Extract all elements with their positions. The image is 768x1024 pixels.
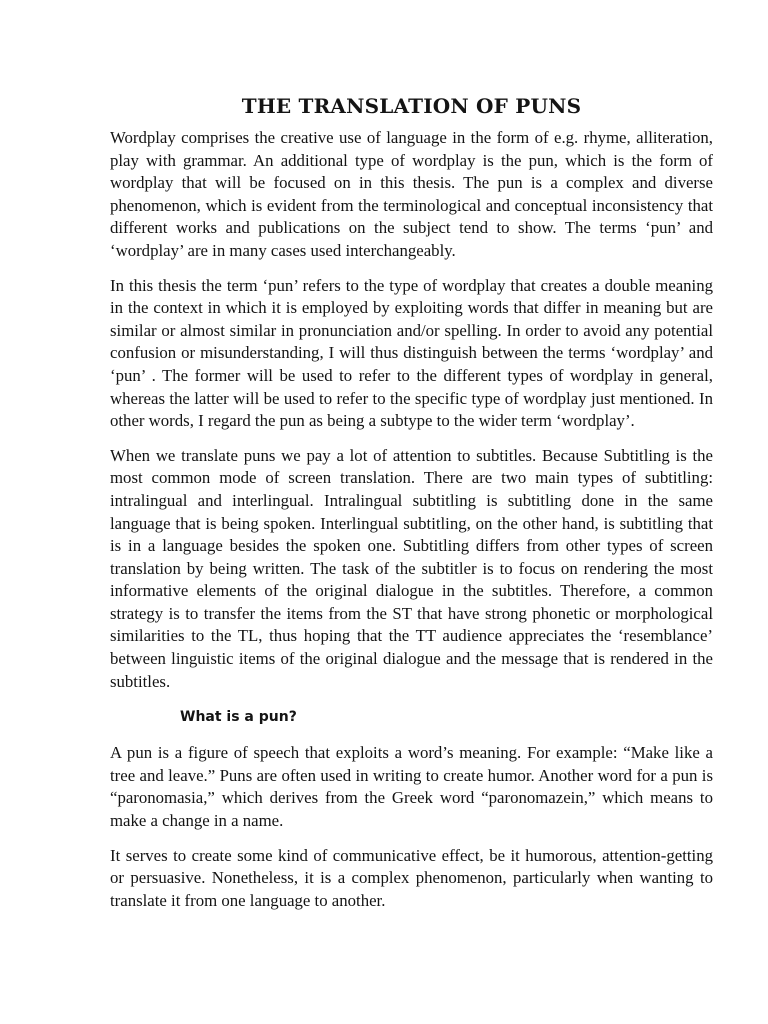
- paragraph-pun-effect: It serves to create some kind of communicative effect, be it humorous, attention-getting or persuasive. Nonetheless, it is a complex phenomenon, particularly when wanting to translate it from one language to another.: [110, 845, 713, 910]
- document-title: THE TRANSLATION OF PUNS: [241, 94, 582, 118]
- paragraph-pun-definition: A pun is a figure of speech that exploits a word’s meaning. For example: “Make like a tree and leave.” Puns are often used in writing to create humor. Another word for a pun is “paronomasia,” which derives from the Greek word “paronomazein,” which means to make a change in a name.: [110, 743, 713, 831]
- document-page: [110, 94, 713, 924]
- section-heading-what-is-a-pun: What is a pun?: [180, 709, 297, 726]
- paragraph-wordplay-definition: Wordplay comprises the creative use of language in the form of e.g. rhyme, alliteration, play with grammar. An additional type of wordplay is the pun, which is the form of wordplay that will be focused on in this thesis. The pun is a complex and diverse phenomenon, which is evident from the terminological and conceptual inconsistency that different works and publications on the subject tend to show. The terms ‘pun’ and ‘wordplay’ are in many cases used interchangeably.: [110, 128, 713, 260]
- paragraph-subtitling: When we translate puns we pay a lot of attention to subtitles. Because Subtitling is the most common mode of screen translation. There are two main types of subtitling: intralingual and interlingual. Intralingual subtitling is subtitling done in the same language that is being spoken. Interlingual subtitling, on the other hand, is subtitling that is in a language besides the spoken one. Subtitling differs from other types of screen translation by being written. The task of the subtitler is to focus on rendering the most informative elements of the original dialogue in the subtitles. Therefore, a common strategy is to transfer the items from the ST that have strong phonetic or morphological similarities to the TL, thus hoping that the TT audience appreciates the ‘resemblance’ between linguistic items of the original dialogue and the message that is rendered in the subtitles.: [110, 445, 713, 691]
- paragraph-pun-term: In this thesis the term ‘pun’ refers to the type of wordplay that creates a double meaning in the context in which it is employed by exploiting words that differ in meaning but are similar or almost similar in pronunciation and/or spelling. In order to avoid any potential confusion or misunderstanding, I will thus distinguish between the terms ‘wordplay’ and ‘pun’ . The former will be used to refer to the different types of wordplay in general, whereas the latter will be used to refer to the specific type of wordplay just mentioned. In other words, I regard the pun as being a subtype to the wider term ‘wordplay’.: [110, 275, 713, 431]
